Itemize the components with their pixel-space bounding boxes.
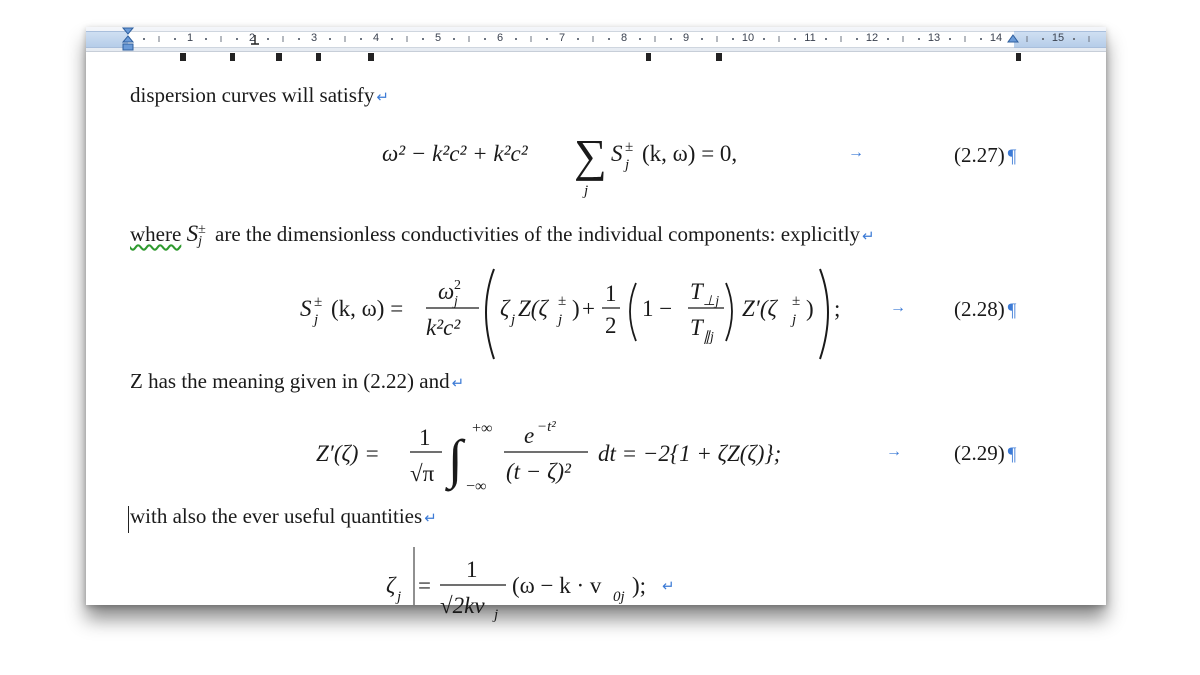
ruler-quarter-dot [825, 38, 827, 40]
ruler-number: 2 [248, 32, 256, 44]
eq228-one-minus: 1 − [642, 296, 673, 321]
ruler-number: 15 [1051, 32, 1065, 44]
ruler-number: 5 [434, 32, 442, 44]
eq228-zfun-sup: ± [558, 293, 567, 309]
ruler-half-tick [1089, 36, 1090, 42]
ruler-half-tick [593, 36, 594, 42]
tab-arrow-icon: → [886, 443, 902, 460]
equation-zeta[interactable] [86, 539, 1106, 623]
para-text: are the dimensionless conductivities of the individual components: explicitly [215, 222, 861, 246]
eq227-args: (k, ω) = 0, [642, 141, 738, 166]
paragraph-dispersion[interactable] [130, 83, 389, 108]
eq228-zprime-sup: ± [792, 293, 801, 309]
where-word: where [130, 222, 182, 246]
ruler-half-tick [965, 36, 966, 42]
eq228-lhs-sup: ± [314, 294, 323, 310]
eqzeta-frac-den-sub: j [494, 607, 499, 623]
ruler-half-tick [469, 36, 470, 42]
eq229-lhs: Z′(ζ) = [316, 441, 380, 466]
ruler-half-tick [717, 36, 718, 42]
eqzeta-rest: (ω − k · v [512, 573, 602, 598]
eq229-frac-num: 1 [419, 425, 431, 450]
eq228-frac-num-sup: 2 [454, 278, 461, 293]
eq228-t-den: T [690, 315, 703, 340]
paragraph-where[interactable]: where S ± j are the dimensionless conductivities of the individual components: explicitly ↵ [130, 221, 875, 250]
ruler-half-tick [1027, 36, 1028, 42]
eq228-t-num: T [690, 279, 703, 304]
sum-symbol-icon: ∑ [574, 130, 607, 181]
eq228-zprime-close: ) [806, 296, 814, 321]
ruler-quarter-dot [484, 38, 486, 40]
ruler-quarter-dot [732, 38, 734, 40]
eq228-end: ; [834, 296, 841, 321]
ruler-quarter-dot [267, 38, 269, 40]
equation-2-29[interactable] [86, 407, 1106, 503]
ruler-quarter-dot [546, 38, 548, 40]
integral-symbol-icon: ∫ [448, 429, 463, 489]
eq228-t-den-sub: ∥j [703, 330, 714, 345]
eq229-int-num: e [524, 423, 535, 448]
eq-number-2-29: (2.29) ¶ [954, 441, 1017, 465]
equation-2-27[interactable] [86, 127, 1106, 207]
ruler-number: 14 [989, 32, 1003, 44]
ruler-number: 12 [865, 32, 879, 44]
tab-arrow-icon: → [848, 144, 864, 161]
ruler-quarter-dot [980, 38, 982, 40]
eq227-term: S [611, 141, 623, 166]
eq229-upper: +∞ [472, 420, 493, 437]
eq229-int-num-sup: −t² [537, 419, 556, 435]
ruler-quarter-dot [1073, 38, 1075, 40]
ruler-number: 8 [620, 32, 628, 44]
ruler-half-tick [531, 36, 532, 42]
para-text: dispersion curves will satisfy [130, 83, 375, 107]
ruler-quarter-dot [298, 38, 300, 40]
eq228-frac-num: ω [438, 279, 455, 304]
eq228-zprime: Z′(ζ [742, 296, 777, 321]
ruler-quarter-dot [360, 38, 362, 40]
eqzeta-eq: = [418, 573, 431, 598]
eq229-lower: −∞ [466, 478, 487, 495]
eq228-half-den: 2 [605, 313, 617, 338]
eq228-zfun-close: ) [572, 296, 580, 321]
ruler-half-tick [779, 36, 780, 42]
eq228-lhs-sub: j [314, 312, 319, 328]
line-break-icon: ↵ [862, 229, 875, 245]
ruler-quarter-dot [856, 38, 858, 40]
pilcrow-icon: ¶ [1007, 444, 1017, 465]
ruler-quarter-dot [391, 38, 393, 40]
ruler-number: 6 [496, 32, 504, 44]
eq229-dt: dt = −2{1 + ζZ(ζ)}; [598, 441, 782, 466]
pilcrow-icon: ¶ [1007, 300, 1017, 321]
eq228-lhs-args: (k, ω) = [331, 296, 404, 321]
paragraph-z-meaning[interactable] [130, 369, 464, 394]
ruler-quarter-dot [918, 38, 920, 40]
eq-number-2-27: (2.27) ¶ [954, 143, 1017, 167]
ruler-quarter-dot [174, 38, 176, 40]
eq227-lhs: ω² − k²c² + k²c² [382, 141, 528, 166]
eqzeta-frac-num: 1 [466, 557, 478, 582]
eq227-sum-sub: j [584, 183, 589, 199]
ruler-quarter-dot [949, 38, 951, 40]
line-break-icon: ↵ [424, 511, 437, 527]
equation-2-28[interactable] [86, 263, 1106, 373]
eq-number-2-28: (2.28) ¶ [954, 297, 1017, 321]
eq228-lhs: S [300, 296, 312, 321]
eq229-int-den: (t − ζ)² [506, 459, 571, 484]
text-cursor [128, 506, 129, 533]
ruler-half-tick [159, 36, 160, 42]
ruler-number: 13 [927, 32, 941, 44]
ruler-quarter-dot [763, 38, 765, 40]
ruler-quarter-dot [608, 38, 610, 40]
ruler-half-tick [283, 36, 284, 42]
para-text: Z has the meaning given in (2.22) and [130, 369, 450, 393]
ruler-quarter-dot [236, 38, 238, 40]
tab-stop-icon[interactable] [250, 35, 260, 45]
eqzeta-lhs-sub: j [397, 589, 402, 605]
ruler-track[interactable] [128, 31, 1014, 48]
tab-arrow-icon: → [890, 299, 906, 316]
ruler-half-tick [221, 36, 222, 42]
ruler-half-tick [655, 36, 656, 42]
eq228-zfun: Z(ζ [518, 296, 548, 321]
ruler-number: 9 [682, 32, 690, 44]
ruler-quarter-dot [639, 38, 641, 40]
eq228-half-num: 1 [605, 281, 617, 306]
line-break-icon: ↵ [376, 90, 389, 106]
ruler-number: 11 [804, 32, 816, 44]
eq228-plus: + [582, 296, 595, 321]
line-break-icon: ↵ [451, 376, 465, 392]
ruler-half-tick [345, 36, 346, 42]
document-window [86, 27, 1106, 623]
para-text: with also the ever useful quantities [130, 504, 423, 528]
eqzeta-rest-close: ); [632, 573, 647, 598]
ruler-number: 1 [186, 32, 194, 44]
ruler-quarter-dot [577, 38, 579, 40]
ruler-number: 7 [558, 32, 566, 44]
eq228-zeta-sub: j [511, 312, 516, 328]
clipped-previous-line [126, 47, 1026, 61]
eqzeta-frac-den: √2kv [440, 593, 485, 618]
ruler-quarter-dot [515, 38, 517, 40]
eq229-frac-den: √π [410, 461, 435, 486]
ruler-quarter-dot [143, 38, 145, 40]
ruler-quarter-dot [794, 38, 796, 40]
ruler-number: 3 [310, 32, 318, 44]
ruler-number: 10 [741, 32, 755, 44]
eq228-t-num-sub: ⊥j [703, 294, 720, 309]
eq228-zfun-sub: j [558, 312, 563, 328]
ruler-half-tick [903, 36, 904, 42]
ruler-quarter-dot [329, 38, 331, 40]
ruler-half-tick [841, 36, 842, 42]
eq228-frac-num-sub: j [454, 294, 458, 309]
ruler-quarter-dot [701, 38, 703, 40]
ruler-quarter-dot [422, 38, 424, 40]
eq228-zprime-sub: j [792, 312, 797, 328]
paragraph-useful-quantities[interactable] [130, 504, 437, 529]
eq227-term-sup: ± [625, 139, 634, 155]
ruler-half-tick [407, 36, 408, 42]
ruler-quarter-dot [1042, 38, 1044, 40]
ruler-quarter-dot [453, 38, 455, 40]
eq228-zeta: ζ [500, 296, 510, 321]
pilcrow-icon: ¶ [1007, 146, 1017, 167]
ruler-quarter-dot [205, 38, 207, 40]
ruler-quarter-dot [887, 38, 889, 40]
ruler-number: 4 [372, 32, 380, 44]
ruler-quarter-dot [670, 38, 672, 40]
eq228-frac-den: k²c² [426, 315, 461, 340]
eq227-term-sub: j [625, 157, 630, 173]
eqzeta-rest-sub: 0j [613, 589, 625, 605]
line-break-icon: ↵ [662, 579, 675, 595]
eqzeta-lhs: ζ [386, 573, 396, 598]
